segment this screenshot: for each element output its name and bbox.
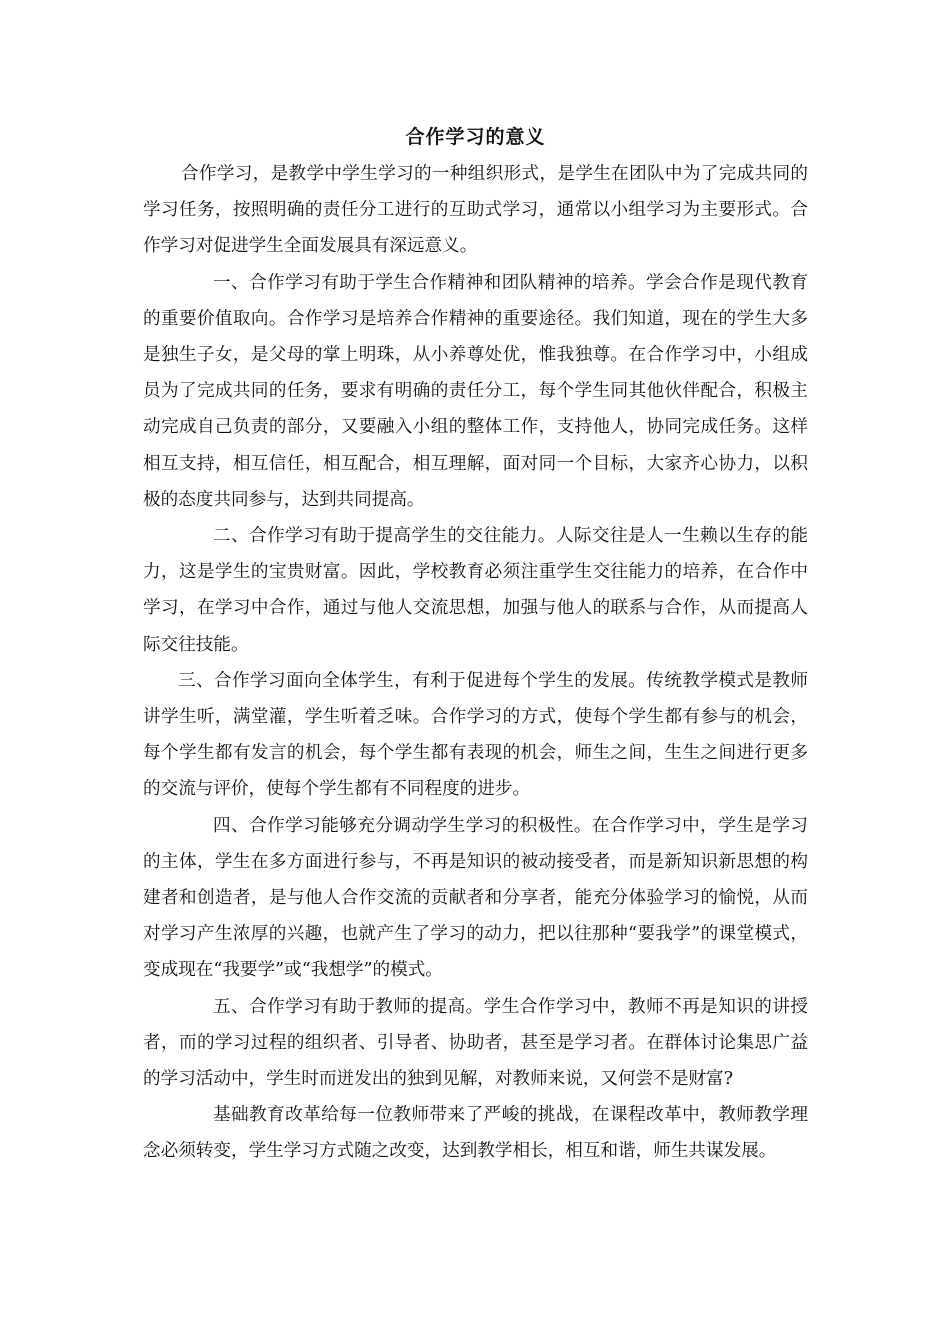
intro-paragraph: 合作学习，是教学中学生学习的一种组织形式，是学生在团队中为了完成共同的学习任务，按照明确的责任分工进行的互助式学习，通常以小组学习为主要形式。合作学习对促进学生全面发展具有深远意义。 — [143, 164, 808, 257]
paragraph-point-1: 一、合作学习有助于学生合作精神和团队精神的培养。学会合作是现代教育的重要价值取向。合作学习是培养合作精神的重要途径。我们知道，现在的学生大多是独生子女，是父母的掌上明珠，从小养尊处优，惟我独尊。在合作学习中，小组成员为了完成共同的任务，要求有明确的责任分工，每个学生同其他伙伴配合，积极主动完成自己负责的部分，又要融入小组的整体工作，支持他人，协同完成任务。这样相互支持，相互信任，相互配合，相互理解，面对同一个目标，大家齐心协力，以积极的态度共同参与，达到共同提高。 — [143, 272, 808, 510]
document-title: 合作学习的意义 — [405, 126, 546, 148]
paragraph-point-3: 三、合作学习面向全体学生，有利于促进每个学生的发展。传统教学模式是教师讲学生听，满堂灌，学生听着乏味。合作学习的方式，使每个学生都有参与的机会，每个学生都有发言的机会，每个学生都有表现的机会，师生之间，生生之间进行更多的交流与评价，使每个学生都有不同程度的进步。 — [143, 670, 808, 800]
paragraph-point-4: 四、合作学习能够充分调动学生学习的积极性。在合作学习中，学生是学习的主体，学生在多方面进行参与，不再是知识的被动接受者，而是新知识新思想的构建者和创造者，是与他人合作交流的贡献者和分享者，能充分体验学习的愉悦，从而对学习产生浓厚的兴趣，也就产生了学习的动力，把以往那种“要我学”的课堂模式，变成现在“我要学”或“我想学”的模式。 — [143, 815, 808, 981]
paragraph-point-5: 五、合作学习有助于教师的提高。学生合作学习中，教师不再是知识的讲授者，而的学习过程的组织者、引导者、协助者，甚至是学习者。在群体讨论集思广益的学习活动中，学生时而迸发出的独到见解，对教师来说，又何尝不是财富? — [143, 996, 808, 1090]
paragraph-point-2: 二、合作学习有助于提高学生的交往能力。人际交往是人一生赖以生存的能力，这是学生的宝贵财富。因此，学校教育必须注重学生交往能力的培养，在合作中学习，在学习中合作，通过与他人交流思想，加强与他人的联系与合作，从而提高人际交往技能。 — [143, 526, 808, 655]
document-page — [143, 118, 808, 1170]
conclusion-paragraph: 基础教育改革给每一位教师带来了严峻的挑战，在课程改革中，教师教学理念必须转变，学生学习方式随之改变，达到教学相长，相互和谐，师生共谋发展。 — [143, 1105, 808, 1162]
